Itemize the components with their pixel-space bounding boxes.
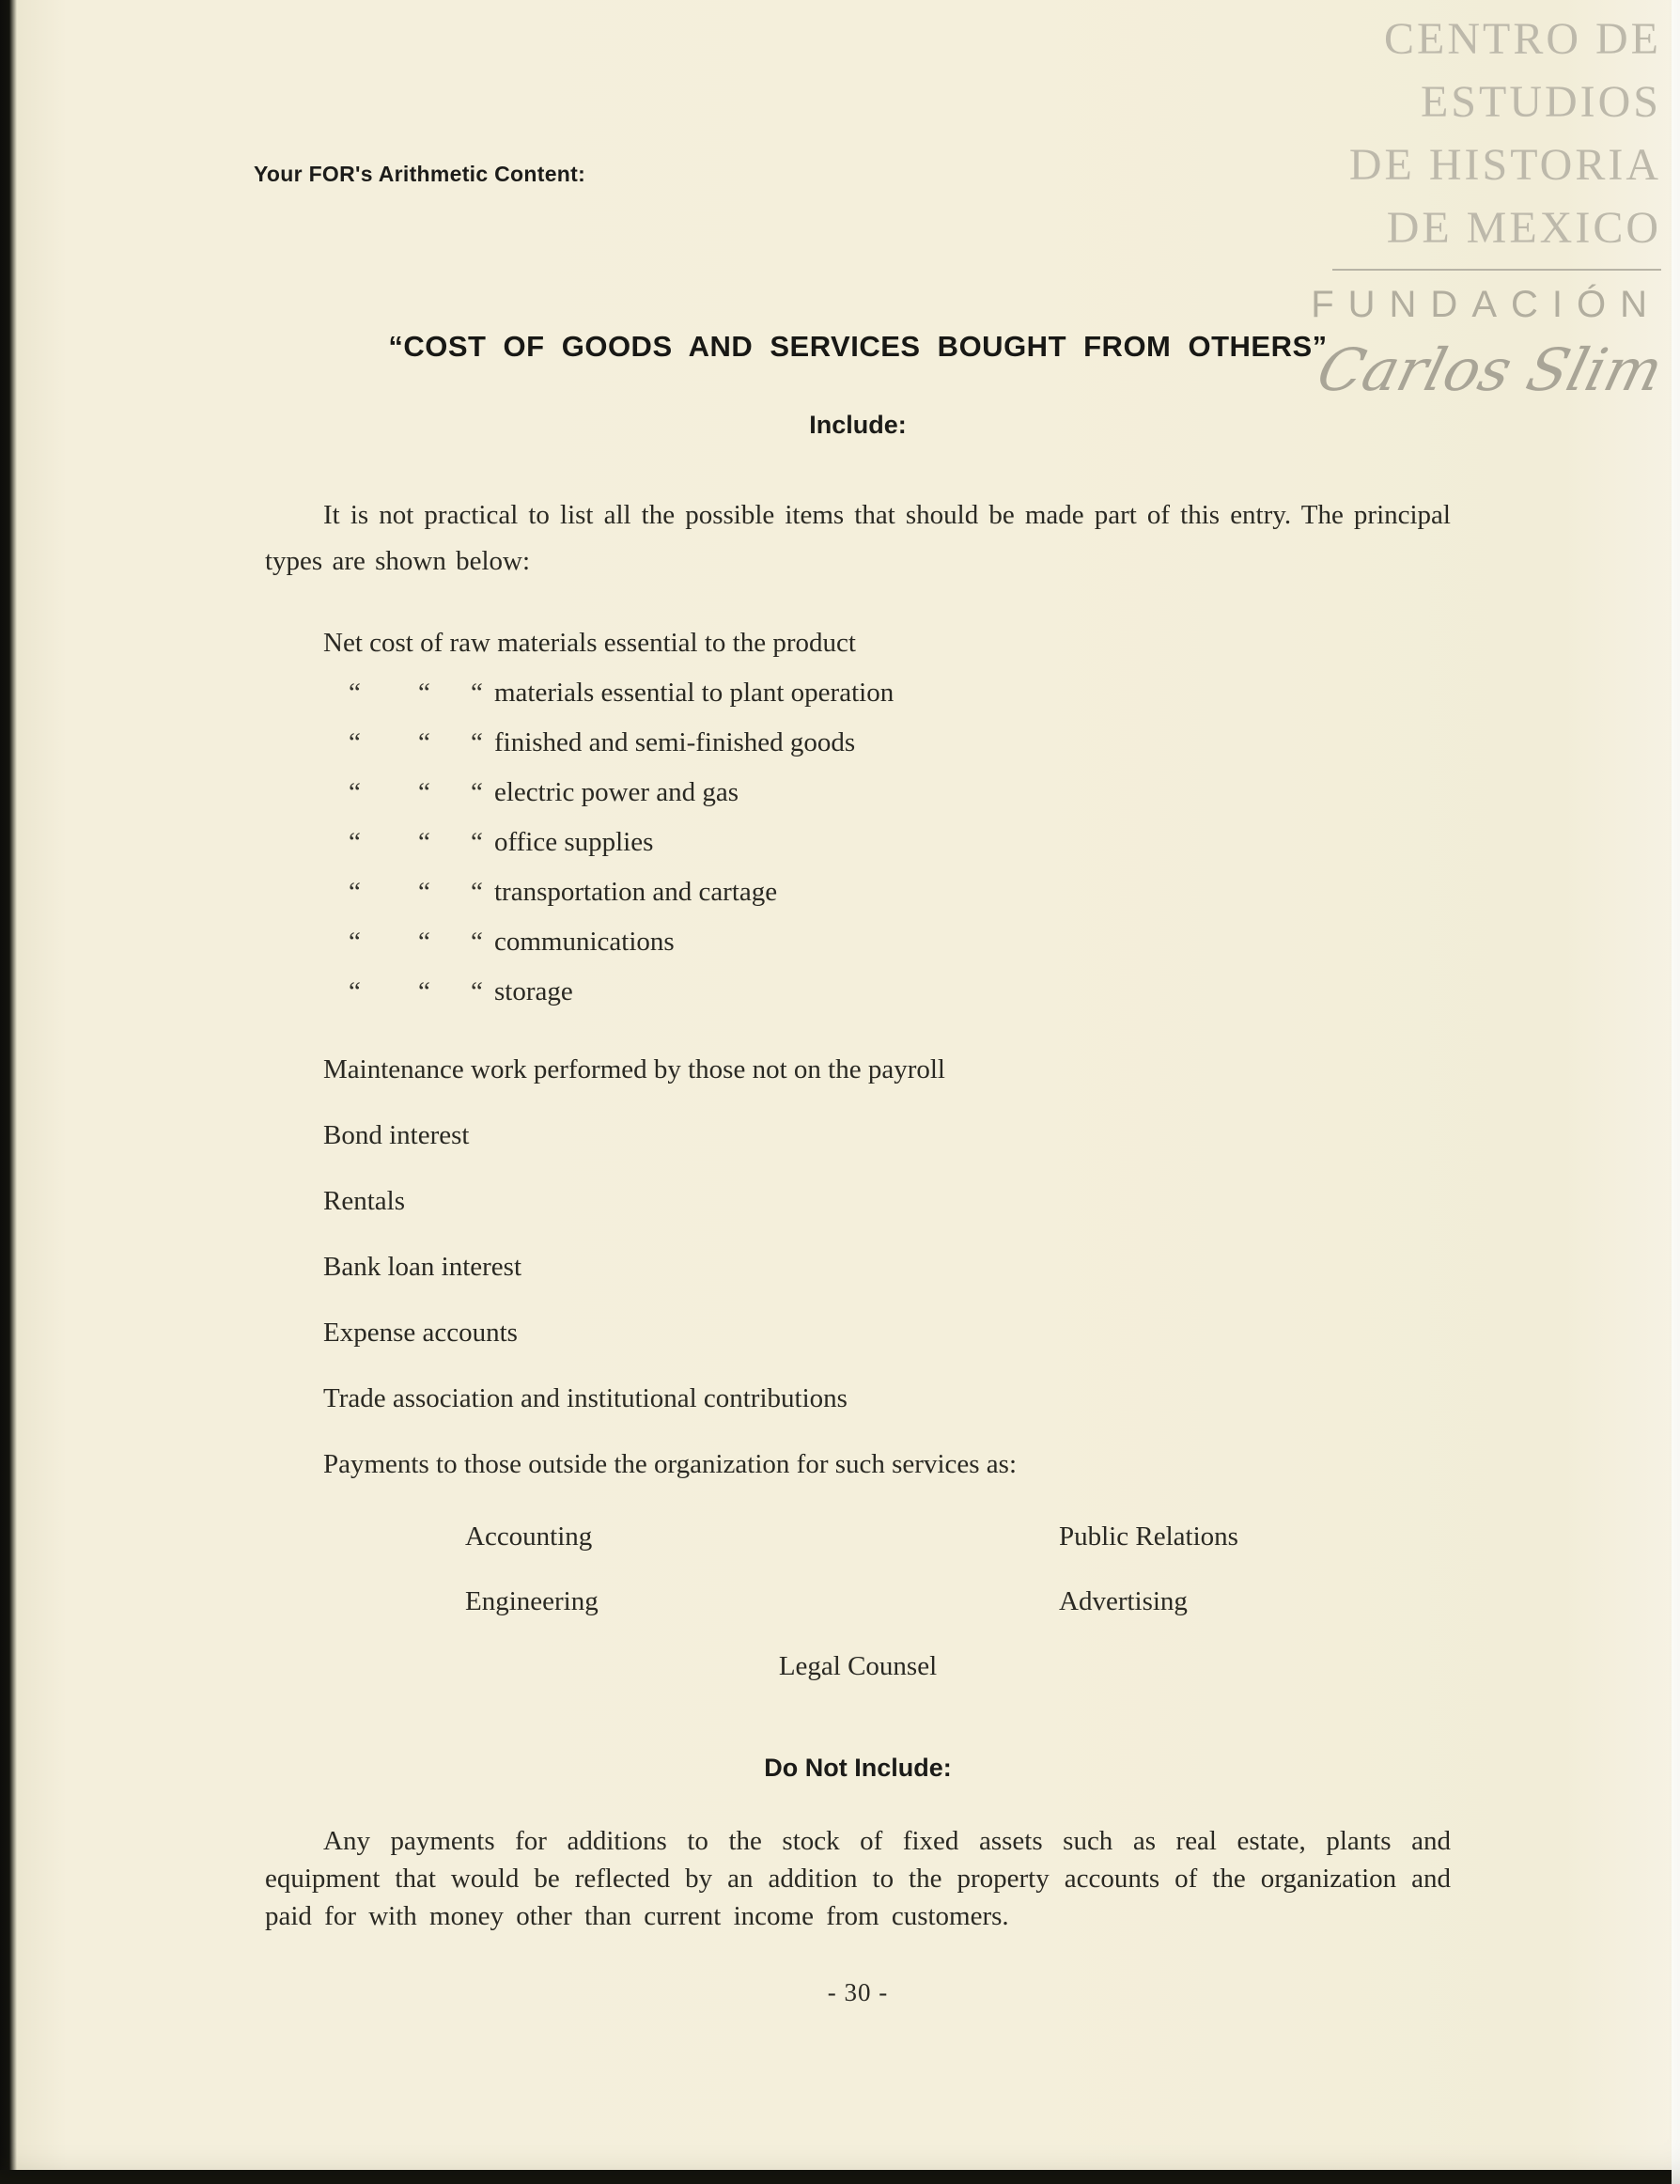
scan-left-edge [0,0,17,2184]
do-not-include-paragraph: Any payments for additions to the stock of fixed assets such as real estate, plants and equipment that would be reflected by an addition to the property accounts of the organization and paid for with money other than current income from customers. [265,1826,1451,1931]
ditto-mark: “ [471,777,483,807]
list-item-label: storage [494,976,573,1006]
watermark-line: CENTRO DE [1384,14,1661,64]
ditto-mark: “ [471,678,483,708]
intro-paragraph: It is not practical to list all the possible items that should be made part of this entry. The principal types are shown below: [265,500,1451,576]
do-not-include-heading: Do Not Include: [764,1754,952,1782]
watermark-foundation-label: FUNDACIÓN [1311,284,1661,325]
ditto-mark: “ [349,827,361,857]
list-item: Expense accounts [323,1318,518,1348]
list-item [323,877,1451,908]
services-row [465,1521,1451,1552]
scan-right-edge [1672,0,1680,2184]
list-item [323,827,1451,858]
scan-bottom-edge [0,2170,1680,2184]
page-number: - 30 - [827,1978,889,2006]
list-item: Bank loan interest [323,1252,522,1282]
ditto-mark: “ [418,877,430,907]
ditto-mark: “ [349,877,361,907]
ditto-mark: “ [418,777,430,807]
ditto-mark: “ [418,678,430,708]
ditto-mark: “ [471,877,483,907]
services-columns [465,1521,1451,1617]
service-item: Public Relations [1059,1521,1238,1552]
list-item: Maintenance work performed by those not on the payroll [323,1054,945,1084]
ditto-mark: “ [349,777,361,807]
watermark-line: DE HISTORIA [1348,140,1661,190]
list-item: Net cost of raw materials essential to the product [323,628,856,658]
ditto-mark: “ [418,927,430,957]
include-heading: Include: [809,411,907,439]
ditto-mark: “ [349,727,361,757]
ditto-mark: “ [349,976,361,1006]
ditto-mark: “ [471,827,483,857]
ditto-mark: “ [418,827,430,857]
watermark-line: ESTUDIOS [1420,77,1661,127]
list-item [323,777,1451,808]
list-item [323,727,1451,758]
ditto-mark: “ [349,678,361,708]
service-item: Engineering [465,1586,599,1616]
ditto-mark: “ [471,927,483,957]
ditto-mark: “ [418,976,430,1006]
list-item-label: transportation and cartage [494,877,778,907]
service-item: Advertising [1059,1586,1188,1616]
cost-items-list [323,628,1451,1007]
list-item: Bond interest [323,1120,470,1150]
list-item [323,678,1451,709]
service-item: Accounting [465,1521,593,1552]
ditto-mark: “ [418,727,430,757]
watermark-signature: Carlos Slim [1311,335,1671,404]
list-item [323,927,1451,958]
list-item: Trade association and institutional contributions [323,1383,848,1413]
page-title: “COST OF GOODS AND SERVICES BOUGHT FROM OTHERS” [388,330,1328,363]
list-item-label: electric power and gas [494,777,739,807]
page-content [254,0,1451,2007]
list-item: Payments to those outside the organization for such services as: [323,1449,1017,1479]
include-items [323,1054,1451,1480]
ditto-mark: “ [471,976,483,1006]
watermark-line: DE MEXICO [1386,203,1661,253]
service-item: Legal Counsel [778,1651,938,1681]
ditto-mark: “ [471,727,483,757]
list-item-label: materials essential to plant operation [494,678,894,708]
list-item [323,976,1451,1007]
list-item-label: finished and semi-finished goods [494,727,856,757]
list-item-label: office supplies [494,827,654,857]
list-item-label: communications [494,927,675,957]
services-row [465,1586,1451,1617]
list-item: Rentals [323,1186,405,1216]
ditto-mark: “ [349,927,361,957]
header-label: Your FOR's Arithmetic Content: [254,162,586,186]
